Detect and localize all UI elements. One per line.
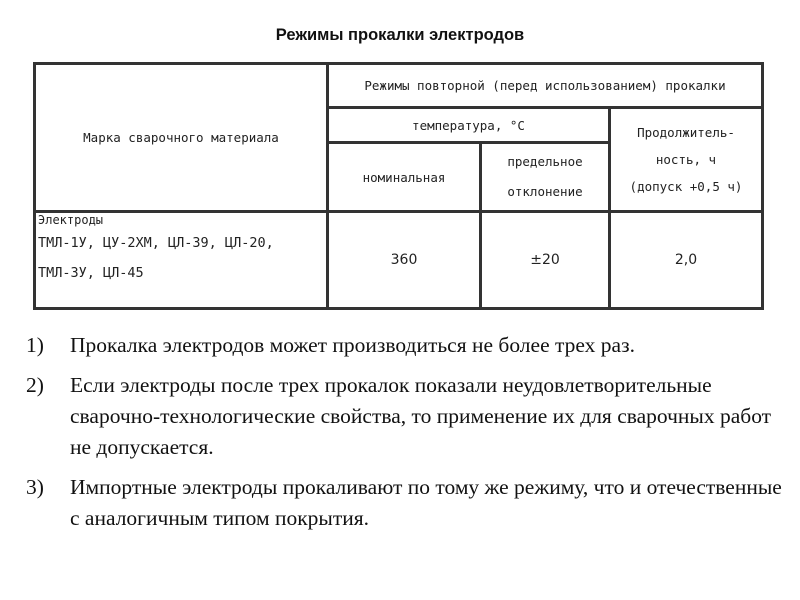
list-item-number: 1) [26, 333, 44, 357]
header-deviation-line-1: предельное [507, 154, 583, 169]
cell-deviation-value: ±20 [530, 251, 560, 268]
list-item [26, 330, 786, 361]
material-line-1: Электроды [38, 213, 104, 227]
header-duration [611, 109, 761, 210]
table-border-bottom [33, 307, 764, 310]
document-title: Режимы прокалки электродов [275, 26, 525, 44]
header-temperature: температура, °С [412, 117, 525, 133]
cell-nominal-value: 360 [390, 251, 418, 268]
header-deviation [482, 144, 608, 210]
notes-list [26, 330, 786, 543]
header-duration-line-3: (допуск +0,5 ч) [629, 179, 743, 194]
header-nominal: номинальная [362, 169, 446, 185]
list-item-number: 2) [26, 373, 44, 397]
list-item-text: Импортные электроды прокаливают по тому же режиму, что и отечественные с аналогичным типом покрытия. [70, 475, 782, 530]
list-item [26, 370, 786, 463]
list-item [26, 472, 786, 534]
header-duration-line-1: Продолжитель- [637, 125, 735, 140]
cell-material-value [38, 212, 328, 288]
header-deviation-line-2: отклонение [507, 184, 583, 199]
table-border-right [761, 62, 764, 310]
list-item-number: 3) [26, 475, 44, 499]
header-modes: Режимы повторной (перед использованием) прокалки [364, 78, 726, 93]
header-duration-line-2: ность, ч [655, 152, 717, 167]
material-line-2: ТМЛ-1У, ЦУ-2ХМ, ЦЛ-39, ЦЛ-20, [38, 235, 274, 251]
list-item-text: Если электроды после трех прокалок показали неудовлетворительные сварочно-технологические свойства, то применение их для сварочных работ не допускается. [70, 373, 772, 459]
material-line-3: ТМЛ-3У, ЦЛ-45 [38, 265, 144, 281]
list-item-text: Прокалка электродов может производиться не более трех раз. [70, 333, 635, 357]
cell-duration-value: 2,0 [674, 251, 698, 268]
header-material: Марка сварочного материала [83, 130, 279, 145]
